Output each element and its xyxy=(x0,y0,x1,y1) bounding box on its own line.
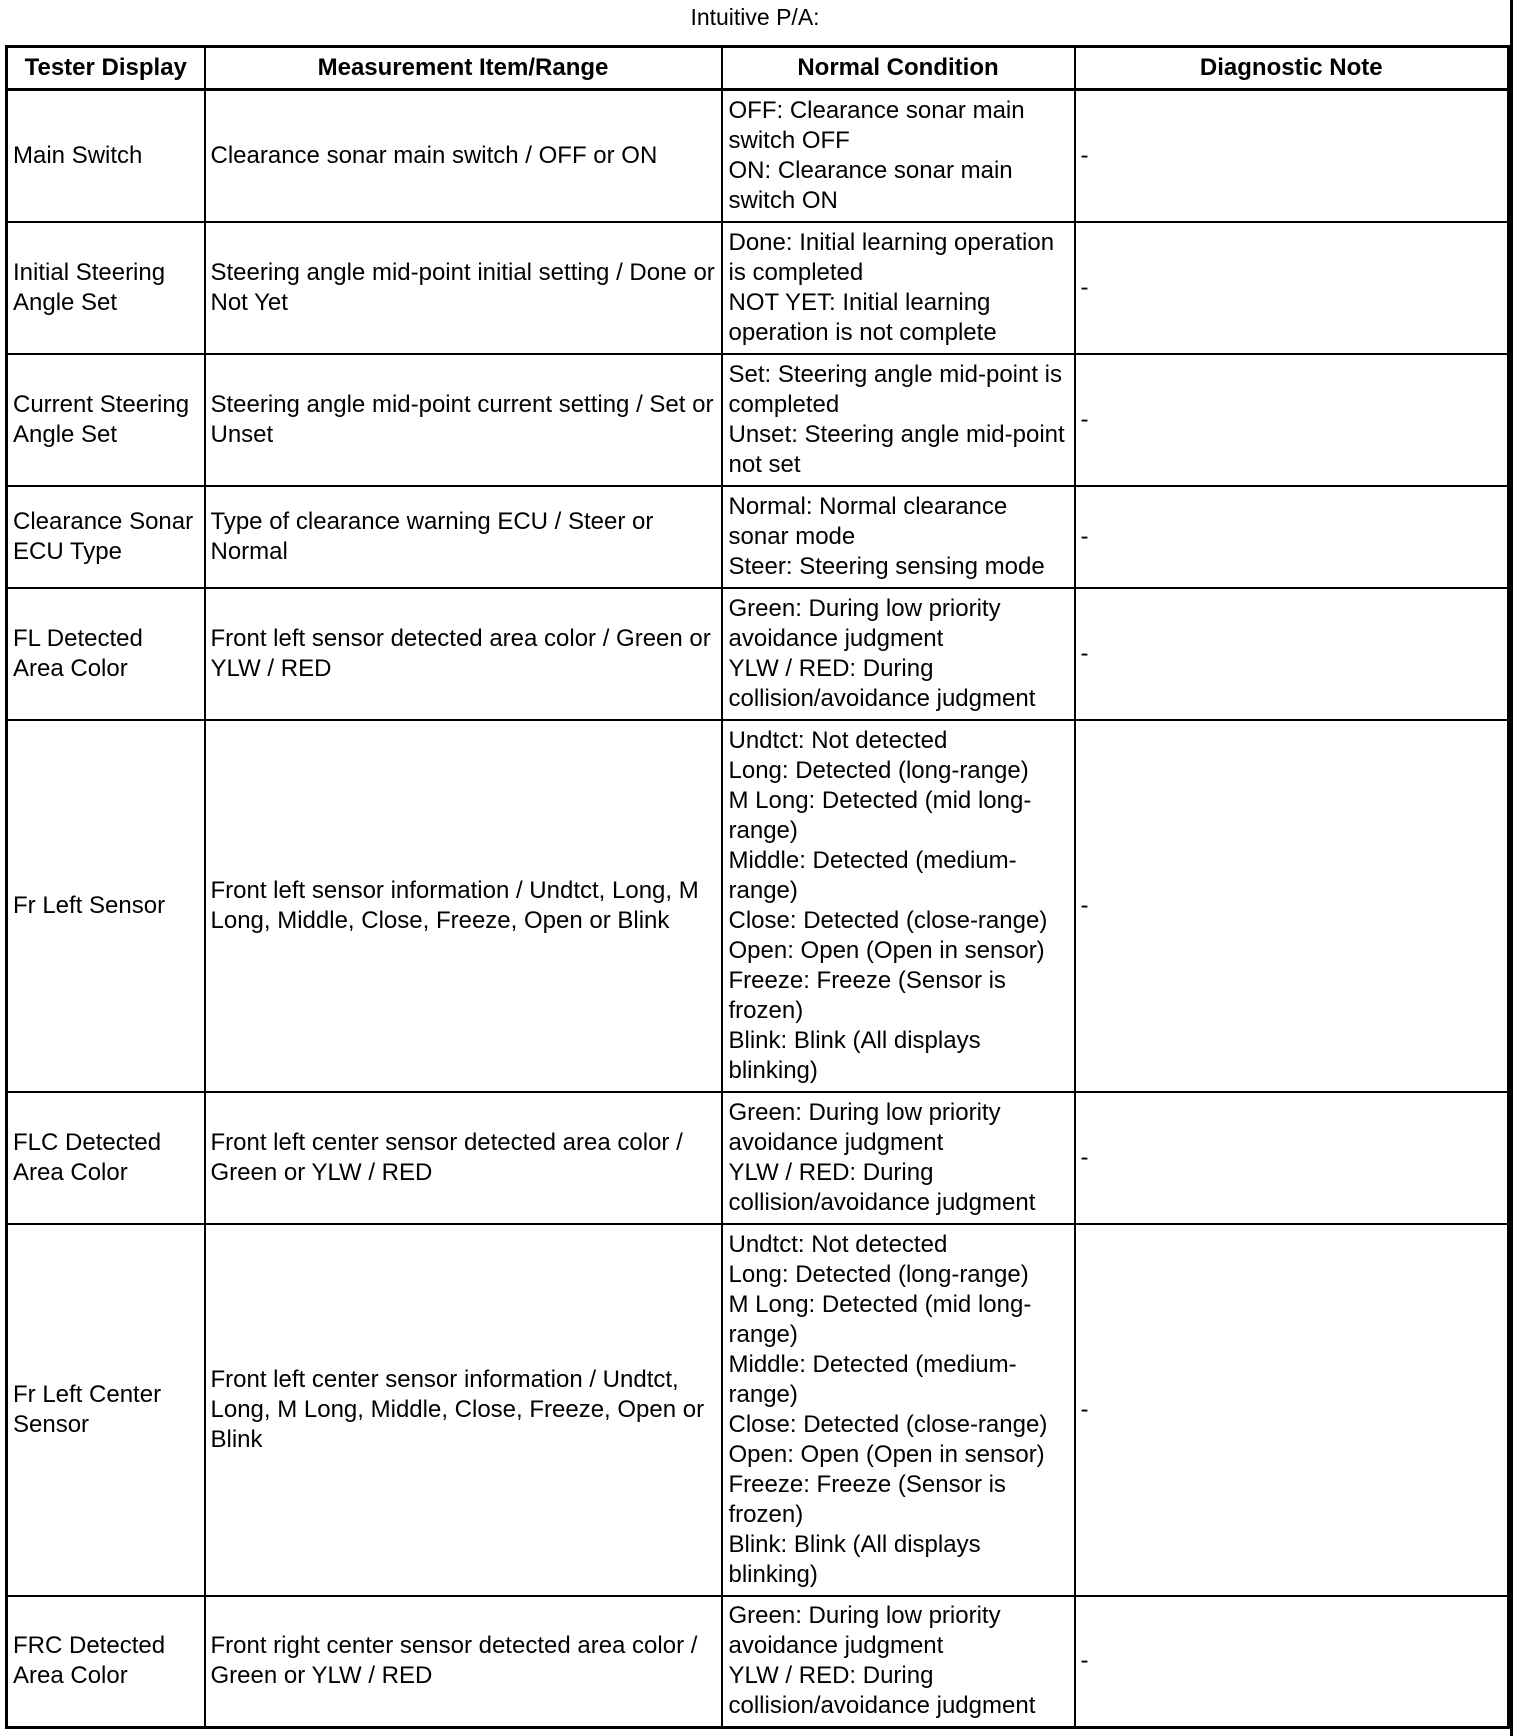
normal-condition-line: M Long: Detected (mid long-range) xyxy=(728,786,1032,844)
page-right-border xyxy=(1510,0,1513,1736)
measurement-cell: Type of clearance warning ECU / Steer or Normal xyxy=(205,486,722,588)
normal-condition-line: Blink: Blink (All displays blinking) xyxy=(728,1530,981,1588)
normal-condition-line: Undtct: Not detected xyxy=(728,726,948,754)
normal-condition-line: Freeze: Freeze (Sensor is frozen) xyxy=(728,966,1006,1024)
normal-condition-line: NOT YET: Initial learning operation is not complete xyxy=(728,288,997,346)
normal-condition-line: Close: Detected (close-range) xyxy=(728,1410,1048,1438)
diagnostic-note-cell: - xyxy=(1075,354,1509,486)
normal-condition-line: Freeze: Freeze (Sensor is frozen) xyxy=(728,1470,1006,1528)
normal-condition-line: Long: Detected (long-range) xyxy=(728,756,1029,784)
normal-condition-line: Set: Steering angle mid-point is completed xyxy=(728,360,1063,418)
diagnostic-note-cell: - xyxy=(1075,222,1509,354)
header-diagnostic-note: Diagnostic Note xyxy=(1075,47,1509,90)
tester-display-cell: Current Steering Angle Set xyxy=(7,354,205,486)
tester-display-cell: FLC Detected Area Color xyxy=(7,1092,205,1224)
table-row xyxy=(7,222,1509,354)
normal-condition-line: Undtct: Not detected xyxy=(728,1230,948,1258)
measurement-cell: Front left sensor information / Undtct, Long, M Long, Middle, Close, Freeze, Open or Blink xyxy=(205,720,722,1092)
diagnostic-note-cell: - xyxy=(1075,720,1509,1092)
normal-condition-line: Middle: Detected (medium-range) xyxy=(728,1350,1017,1408)
normal-condition-line: Open: Open (Open in sensor) xyxy=(728,1440,1045,1468)
normal-condition-cell xyxy=(722,1092,1075,1224)
normal-condition-line: Unset: Steering angle mid-point not set xyxy=(728,420,1065,478)
header-measurement-item: Measurement Item/Range xyxy=(205,47,722,90)
measurement-cell: Front right center sensor detected area color / Green or YLW / RED xyxy=(205,1596,722,1728)
normal-condition-line: Normal: Normal clearance sonar mode xyxy=(728,492,1008,550)
normal-condition-line: Steer: Steering sensing mode xyxy=(728,552,1045,580)
table-row xyxy=(7,1596,1509,1728)
tester-display-cell: Fr Left Sensor xyxy=(7,720,205,1092)
normal-condition-line: Open: Open (Open in sensor) xyxy=(728,936,1045,964)
table-row xyxy=(7,720,1509,1092)
tester-display-cell: FRC Detected Area Color xyxy=(7,1596,205,1728)
tester-display-cell: Fr Left Center Sensor xyxy=(7,1224,205,1596)
measurement-cell: Clearance sonar main switch / OFF or ON xyxy=(205,90,722,222)
table-row xyxy=(7,90,1509,222)
data-list-table xyxy=(5,45,1510,1729)
measurement-cell: Front left sensor detected area color / Green or YLW / RED xyxy=(205,588,722,720)
diagnostic-note-cell: - xyxy=(1075,486,1509,588)
normal-condition-cell xyxy=(722,1596,1075,1728)
header-tester-display: Tester Display xyxy=(7,47,205,90)
page-title: Intuitive P/A: xyxy=(690,4,820,30)
measurement-cell: Front left center sensor information / Undtct, Long, M Long, Middle, Close, Freeze, Open or Blink xyxy=(205,1224,722,1596)
normal-condition-cell xyxy=(722,486,1075,588)
table-row xyxy=(7,1224,1509,1596)
normal-condition-line: Green: During low priority avoidance judgment xyxy=(728,594,1001,652)
tester-display-cell: Main Switch xyxy=(7,90,205,222)
diagnostic-note-cell: - xyxy=(1075,1596,1509,1728)
table-row xyxy=(7,588,1509,720)
normal-condition-cell xyxy=(722,1224,1075,1596)
normal-condition-cell xyxy=(722,588,1075,720)
measurement-cell: Steering angle mid-point initial setting / Done or Not Yet xyxy=(205,222,722,354)
table-row xyxy=(7,1092,1509,1224)
diagnostic-note-cell: - xyxy=(1075,1224,1509,1596)
normal-condition-line: Long: Detected (long-range) xyxy=(728,1260,1029,1288)
normal-condition-cell xyxy=(722,222,1075,354)
normal-condition-line: Blink: Blink (All displays blinking) xyxy=(728,1026,981,1084)
diagnostic-note-cell: - xyxy=(1075,588,1509,720)
diagnostic-note-cell: - xyxy=(1075,90,1509,222)
diagnostic-note-cell: - xyxy=(1075,1092,1509,1224)
measurement-cell: Front left center sensor detected area color / Green or YLW / RED xyxy=(205,1092,722,1224)
table-row xyxy=(7,354,1509,486)
tester-display-cell: Initial Steering Angle Set xyxy=(7,222,205,354)
normal-condition-line: YLW / RED: During collision/avoidance judgment xyxy=(728,1158,1036,1216)
normal-condition-line: Done: Initial learning operation is completed xyxy=(728,228,1055,286)
normal-condition-line: Close: Detected (close-range) xyxy=(728,906,1048,934)
measurement-cell: Steering angle mid-point current setting / Set or Unset xyxy=(205,354,722,486)
tester-display-cell: FL Detected Area Color xyxy=(7,588,205,720)
normal-condition-line: ON: Clearance sonar main switch ON xyxy=(728,156,1013,214)
normal-condition-line: Middle: Detected (medium-range) xyxy=(728,846,1017,904)
normal-condition-line: YLW / RED: During collision/avoidance judgment xyxy=(728,654,1036,712)
header-normal-condition: Normal Condition xyxy=(722,47,1075,90)
normal-condition-cell xyxy=(722,90,1075,222)
normal-condition-line: M Long: Detected (mid long-range) xyxy=(728,1290,1032,1348)
normal-condition-line: OFF: Clearance sonar main switch OFF xyxy=(728,96,1025,154)
table-header-row xyxy=(7,47,1509,90)
normal-condition-line: Green: During low priority avoidance judgment xyxy=(728,1602,1001,1660)
tester-display-cell: Clearance Sonar ECU Type xyxy=(7,486,205,588)
table-row xyxy=(7,486,1509,588)
normal-condition-line: Green: During low priority avoidance judgment xyxy=(728,1098,1001,1156)
normal-condition-cell xyxy=(722,720,1075,1092)
normal-condition-cell xyxy=(722,354,1075,486)
normal-condition-line: YLW / RED: During collision/avoidance judgment xyxy=(728,1662,1036,1720)
